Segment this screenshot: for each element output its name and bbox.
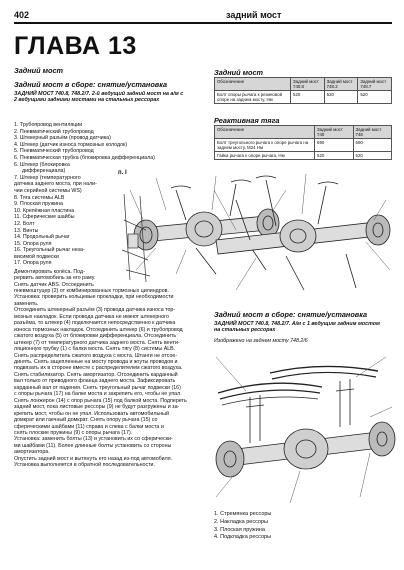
axle-assembly-drawing [206,170,396,302]
table-row [215,152,392,160]
legend-item: чии серийной системы WS) [14,187,82,194]
table-cell: 520 [315,152,354,160]
torque-table-2 [214,125,392,160]
text-line: динять. Снять зацепленные на мосту провода и жгуты проводов и [14,358,178,365]
text-line: износа тормозных накладок. Отсоединить штекер (6) и трубопровод [14,326,183,333]
left-suspension-drawing [116,190,162,286]
text-line: рервить автомобиль за его раму. [14,275,96,282]
text-line: заменить. [14,300,39,307]
table-cell: 520 [291,91,325,104]
right-subsection-title: Задний мост в сборе: снятие/установка [214,310,368,319]
right-intro-line: ЗАДНИЙ МОСТ 740.8, 748.2/7. А/м с 1 ведущим задним мостом [214,321,380,327]
table-header: Задний мост 740.8 [291,78,325,91]
legend-item: 6. Штекер (блокировка [14,161,70,168]
text-line: штекер (7) от температурного датчика заднего моста. Снять венти- [14,339,180,346]
text-line: пневмоштуцер (2) от комбинированных тормозных цилиндров. [14,288,169,294]
right-upper-axle-diagram [206,170,396,302]
text-line: карданный вал от падения. Снять треугольный рычаг подвески (16) [14,384,181,391]
legend-item: 17. Опора руля [14,260,52,267]
table-cell: Болт опоры рычага к резиновой опоре на заднем мосту, Нм [215,91,291,104]
page-number: 402 [14,10,30,20]
list-item: 4. Подкладка рессоры [214,534,272,541]
right-section-title: Задний мост [214,68,264,77]
left-intro-line: 2 ведущими задними мостами на стальных рессорах [14,97,160,104]
figure-label: п. І [118,170,127,176]
legend-item: 7. Штекер (температурного [14,174,81,181]
right-intro-line: на стальных рессорах [214,327,276,334]
left-subsection-title: Задний мост в сборе: снятие/установка [14,80,168,89]
text-line: Установка: заменить болты (13) и установить их со сферически- [14,436,173,443]
legend-item: висимой подвески [14,253,59,260]
text-line: амортизатора. [14,449,50,456]
legend-item: 2. Пневматический трубопровод [14,128,94,135]
legend-item: 10. Крепёжная пластина [14,207,75,214]
text-line: Снять распределитель сжатого воздуха с моста. Штанги не отсое- [14,352,178,359]
legend-item: 12. Болт [14,220,35,227]
page-header [14,10,392,24]
table-row [215,91,392,104]
table-header: Обозначение [215,78,291,91]
table-header: Задний мост 748.2 [324,78,358,91]
legend-item: 1. Трубопровод вентиляции [14,122,83,128]
text-line: мозных накладок. Если провода датчика не имеют штекерного [14,313,169,320]
legend-item: 6. Пневматическая трубка (блокировка дифференциала) [14,154,155,161]
left-body-text [14,288,206,469]
text-line: Отсоединить штекерный разъём (3) провода датчика износа тор- [14,307,176,314]
legend-item: 15. Опора руля [14,240,52,247]
leaf-spring-axle-drawing [210,347,396,507]
legend-item: 13. Винты [14,227,39,234]
running-title: задний мост [226,10,282,20]
left-section-title: Задний мост [14,66,64,75]
right-figure-caption: Изображено на заднем мосту 748.2/6 [214,338,308,344]
text-line: Установка выполняется в обратной последовательности. [14,462,155,469]
table-cell: Гайка рычага к опоре рычага, Нм [215,152,315,160]
table-header: Задний мост 740 [315,126,354,139]
table-cell: 690 [353,139,392,152]
legend-item: 11. Сферические шайбы [14,214,75,221]
text-line: сферическими шайбами (11) справа и слева с балки моста и [14,423,164,430]
table-cell: 690 [315,139,354,152]
text-line: Снять лонжерон (14) с опор рычага (15) под балкой моста. Подпереть [14,397,187,404]
left-intro [14,91,206,104]
text-line: подвязать их в стороне вместе с распределителем сжатого воздуха. [14,365,183,372]
text-line: Снять датчик ABS. Отсоединить [14,281,94,288]
right-parts-list [214,511,271,542]
legend-item: 5. Пневматический трубопровод [14,148,94,155]
text-line: сжатого воздуха (5) от блокировки дифференциала. Отсоединить [14,333,177,340]
right-lower-axle-diagram [210,347,396,507]
table-header: Обозначение [215,126,315,139]
legend-item: дифференциала) [22,168,66,175]
text-line: снять плоские пружины (9) с опоры рычага (17). [14,429,133,436]
list-item: 2. Накладка рессоры [214,518,268,525]
list-item: 1. Стремянка рессоры [214,511,272,517]
text-line: Опустить задний мост и вытянуть его назад из-под автомобиля. [14,455,173,462]
torque-table-1 [214,77,392,104]
legend-item: 14. Продольный рычаг [14,234,70,241]
legend-item: 4. Штекер (датчик износа тормозных колодок) [14,141,128,148]
legend-item: 8. Тяга системы ALB [14,194,65,201]
left-intro-line: ЗАДНИЙ МОСТ 740.8, 748.2/7. 2-й ведущий задний мост на а/м с [14,91,184,97]
text-line: Снять стабилизатор. Снять амортизатор. Отсоединить карданный [14,371,178,378]
header-rule [14,22,392,24]
left-below-legend [14,269,116,288]
text-line: с опоры рычага (17) на балке моста и закрепить его, чтобы не упал. [14,391,182,398]
text-line: разъёма, то штекер (4) подключается непосредственно к датчика [14,320,176,327]
table-cell: 520 [353,152,392,160]
text-line: Демонтировать колёса. Под- [14,269,85,275]
table-cell: 520 [358,91,392,104]
legend-item: датчика заднего моста, при нали- [14,181,97,188]
legend-item: 3. Штекерный разъём (провод датчика) [14,135,111,142]
table-cell: Болт треугольного рычага к опоре рычага на заднем мосту, М24 Нм [215,139,315,152]
suspension-arm-drawing [116,190,162,286]
right-intro [214,321,396,334]
text-line: домкрат или гаечный домкрат. Снять опору рычага (15) со [14,417,158,424]
text-line: Установка: проверить кольцевые прокладки, при необходимости [14,294,174,301]
text-line: ляционную трубку (1) с балки моста. Снять тягу (8) системы ALB. [14,346,176,353]
text-line: задний мост, пока листовые рессоры (9) не будут разгружены и за- [14,404,180,411]
table-header: Задний мост 748.7 [358,78,392,91]
table-header: Задний мост 748 [353,126,392,139]
legend-item: 16. Треугольный рычаг неза- [14,247,85,254]
table-row [215,139,392,152]
reactive-rod-title: Реактивная тяга [214,116,280,125]
text-line: ми шайбами (11). Более длинные болты установить со стороны [14,442,172,449]
text-line: крепить мост, чтобы он не упал. Использовать автомобильный [14,410,169,417]
chapter-title: ГЛАВА 13 [14,32,137,60]
text-line: вал только от приводного фланца заднего моста. Зафиксировать [14,378,176,385]
list-item: 3. Плоская пружина [214,526,265,533]
table-cell: 520 [324,91,358,104]
legend-item: 9. Плоская пружина [14,201,63,208]
